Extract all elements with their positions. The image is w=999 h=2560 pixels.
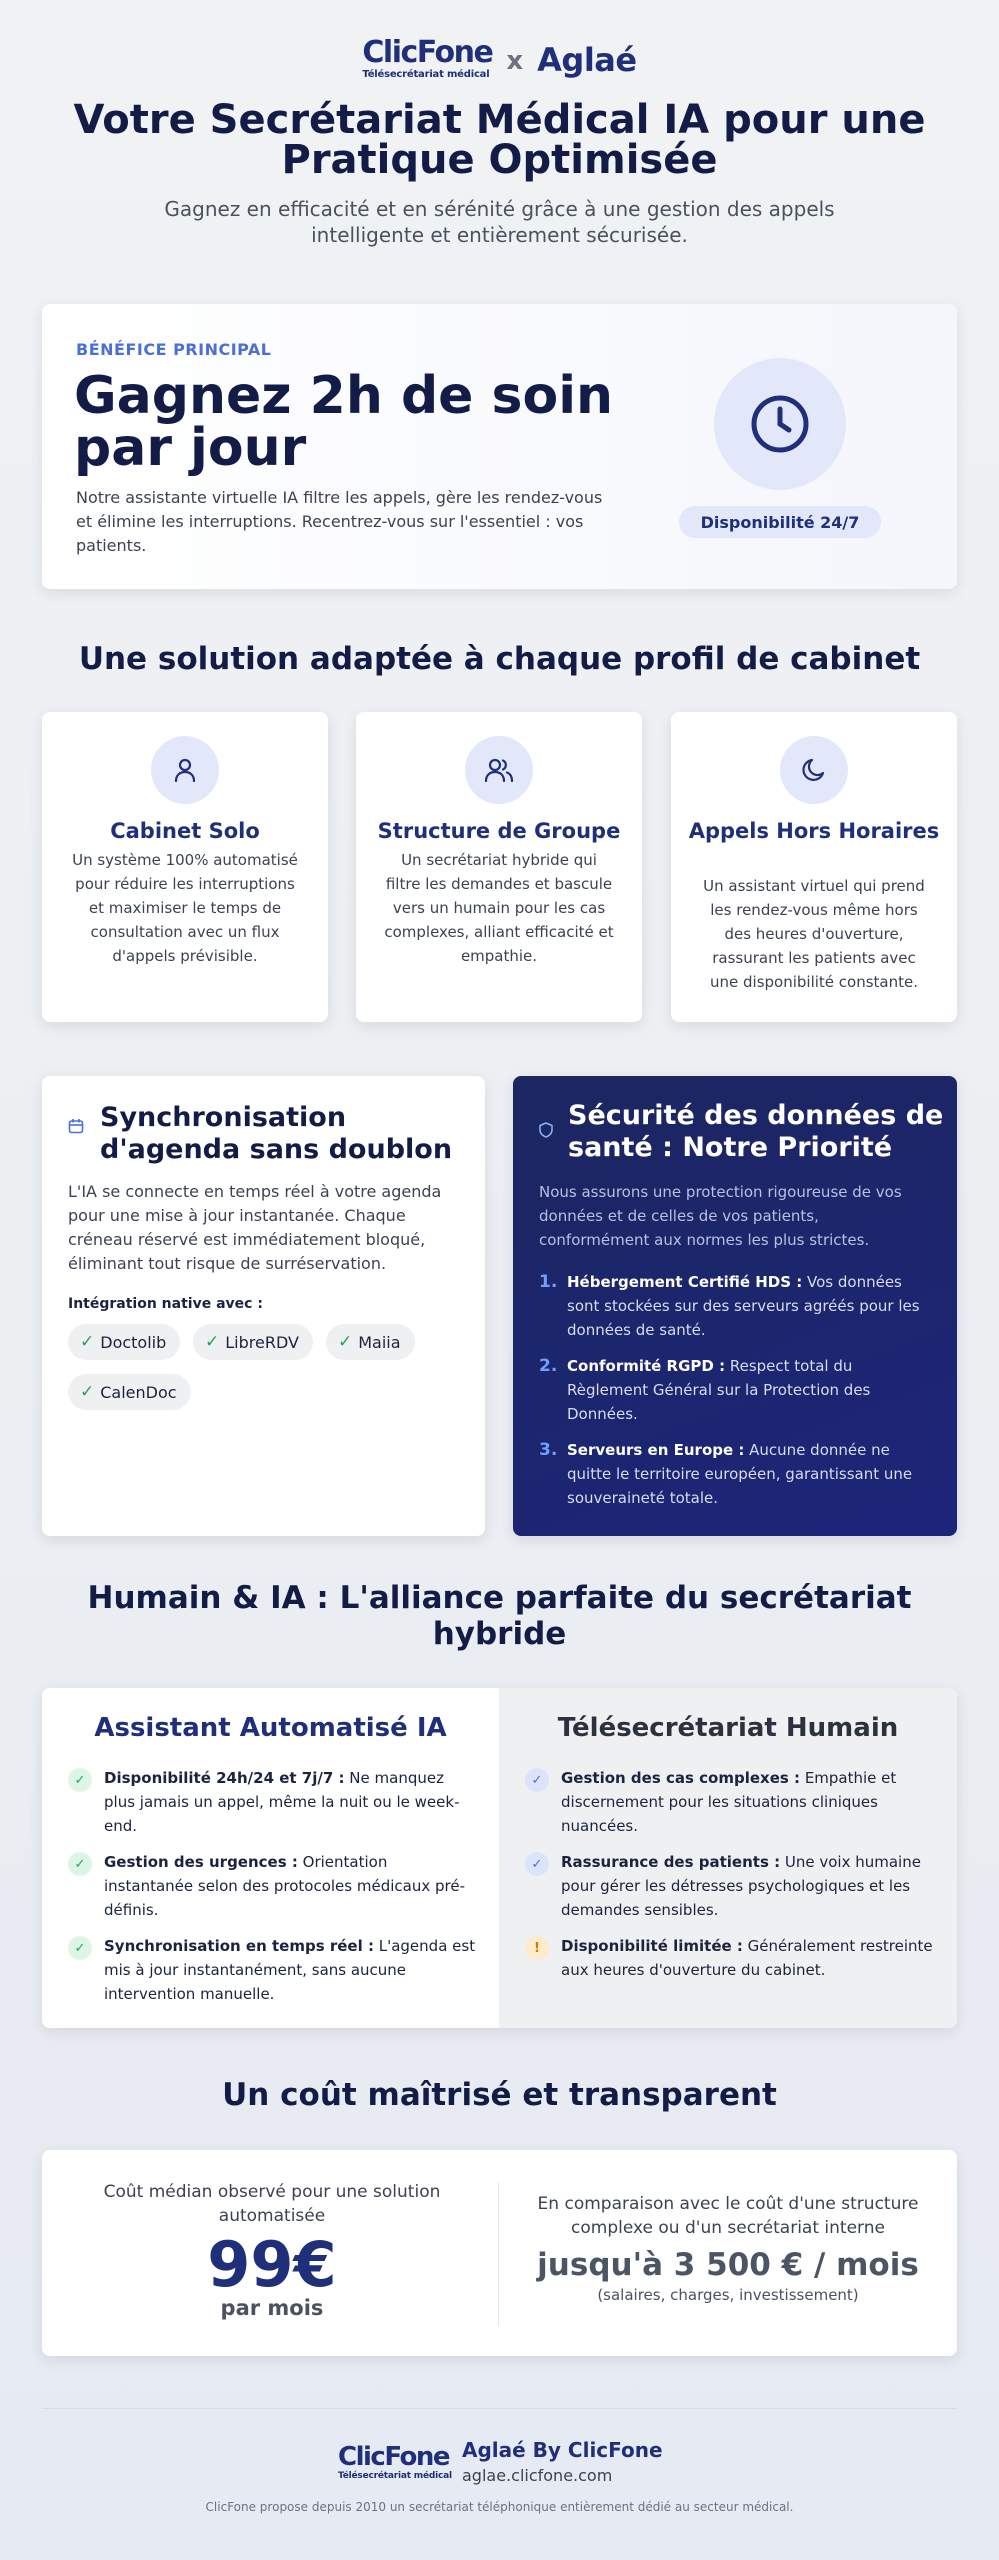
- hybrid-section-title: Humain & IA : L'alliance parfaite du secrétariat hybride: [87, 1580, 912, 1652]
- security-item-body: Respect total du Règlement Général sur la Protection des Données.: [567, 1357, 871, 1423]
- integration-label: Intégration native avec :: [68, 1296, 263, 1312]
- integration-tag-doctolib: [68, 1324, 180, 1360]
- check-icon: ✓: [80, 1382, 95, 1402]
- human-feature-item: [525, 1934, 935, 1982]
- check-icon: ✓: [338, 1332, 353, 1352]
- integration-tag-label: LibreRDV: [225, 1332, 299, 1352]
- ai-assistant-column: [42, 1688, 499, 2028]
- profile-title: Appels Hors Horaires: [688, 819, 940, 843]
- security-title: Sécurité des données de santé : Notre Priorité: [568, 1100, 944, 1163]
- integration-tag-calendoc: [68, 1374, 191, 1410]
- security-item-hds: [539, 1270, 939, 1342]
- automated-cost-caption: Coût médian observé pour une solution automatisée: [103, 2182, 441, 2226]
- brand-separator: x: [506, 46, 524, 76]
- users-icon: [465, 736, 533, 804]
- integration-tag-label: Maiia: [358, 1332, 401, 1352]
- feature-label: Rassurance des patients :: [561, 1853, 781, 1871]
- footer-note: ClicFone propose depuis 2010 un secrétariat téléphonique entièrement dédié au secteur médical.: [205, 2500, 794, 2514]
- comparison-cost-note: (salaires, charges, investissement): [597, 2286, 859, 2304]
- feature-body: Ne manquez plus jamais un appel, même la nuit ou le week-end.: [104, 1769, 460, 1835]
- cost-divider: [498, 2182, 499, 2326]
- comparison-cost-caption: En comparaison avec le coût d'une structure complexe ou d'un secrétariat interne: [537, 2194, 919, 2238]
- list-number: 2.: [539, 1356, 558, 1376]
- feature-body: Empathie et discernement pour les situations cliniques nuancées.: [561, 1769, 897, 1835]
- profile-title: Structure de Groupe: [377, 819, 621, 843]
- security-item-body: Aucune donnée ne quitte le territoire européen, garantissant une souveraineté totale.: [567, 1441, 913, 1507]
- check-icon: ✓: [525, 1852, 549, 1876]
- footer-divider: [42, 2408, 957, 2409]
- security-item-text: [567, 1354, 937, 1426]
- feature-label: Gestion des cas complexes :: [561, 1769, 801, 1787]
- feature-text: [104, 1766, 478, 1838]
- cost-card: [42, 2150, 957, 2356]
- footer-url-link[interactable]: aglae.clicfone.com: [462, 2466, 613, 2485]
- footer-clicfone-logo: [338, 2444, 452, 2481]
- feature-body: L'agenda est mis à jour instantanément, sans aucune intervention manuelle.: [104, 1937, 476, 2003]
- main-benefit-card: [42, 304, 957, 589]
- ai-column-title: Assistant Automatisé IA: [94, 1713, 447, 1743]
- comparison-cost-price: jusqu'à 3 500 € / mois: [537, 2247, 919, 2283]
- automated-cost-price: 99€: [207, 2228, 337, 2301]
- benefit-description: Notre assistante virtuelle IA filtre les appels, gère les rendez-vous et élimine les interruptions. Recentrez-vous sur l'essentiel : vos patients.: [76, 488, 603, 555]
- data-security-card: [513, 1076, 957, 1536]
- feature-text: [561, 1850, 935, 1922]
- benefit-eyebrow: BÉNÉFICE PRINCIPAL: [76, 340, 272, 359]
- feature-text: [104, 1934, 478, 2006]
- agenda-sync-card: [42, 1076, 485, 1536]
- profile-title: Cabinet Solo: [110, 819, 260, 843]
- sync-description: L'IA se connecte en temps réel à votre agenda pour une mise à jour instantanée. Chaque créneau réservé est immédiatement bloqué, éliminant tout risque de surréservation.: [68, 1182, 442, 1273]
- feature-text: [561, 1766, 935, 1838]
- warning-icon: !: [525, 1936, 549, 1960]
- feature-body: Orientation instantanée selon des protocoles médicaux pré-définis.: [104, 1853, 465, 1919]
- ai-feature-item: [68, 1850, 478, 1922]
- security-item-label: Hébergement Certifié HDS :: [567, 1273, 803, 1291]
- security-item-rgpd: [539, 1354, 939, 1426]
- security-item-label: Serveurs en Europe :: [567, 1441, 745, 1459]
- list-number: 1.: [539, 1272, 558, 1292]
- human-feature-item: [525, 1850, 935, 1922]
- shield-icon: [539, 1122, 553, 1142]
- profile-description: Un secrétariat hybride qui filtre les demandes et bascule vers un humain pour les cas complexes, alliant efficacité et empathie.: [384, 851, 614, 965]
- cost-section-title: Un coût maîtrisé et transparent: [222, 2077, 777, 2113]
- feature-label: Disponibilité 24h/24 et 7j/7 :: [104, 1769, 345, 1787]
- profile-card-group: [356, 712, 642, 1022]
- clicfone-tagline: Télésecrétariat médical: [362, 69, 490, 80]
- feature-label: Gestion des urgences :: [104, 1853, 298, 1871]
- security-item-label: Conformité RGPD :: [567, 1357, 726, 1375]
- integration-tag-librerdv: [193, 1324, 313, 1360]
- check-icon: ✓: [68, 1936, 92, 1960]
- profile-card-after-hours: [671, 712, 957, 1022]
- clicfone-wordmark: ClicFone: [362, 35, 493, 70]
- page-subtitle: Gagnez en efficacité et en sérénité grâce à une gestion des appels intelligente et entièrement sécurisée.: [164, 197, 835, 247]
- ai-feature-item: [68, 1766, 478, 1838]
- integration-tag-maiia: [326, 1324, 415, 1360]
- clicfone-tagline: Télésecrétariat médical: [338, 2471, 452, 2481]
- user-icon: [151, 736, 219, 804]
- human-column-title: Télésecrétariat Humain: [557, 1713, 899, 1743]
- security-item-body: Vos données sont stockées sur des serveurs agréés pour les données de santé.: [567, 1273, 920, 1339]
- check-icon: ✓: [205, 1332, 220, 1352]
- profile-description: Un système 100% automatisé pour réduire les interruptions et maximiser le temps de consultation avec un flux d'appels prévisible.: [72, 851, 298, 965]
- feature-label: Synchronisation en temps réel :: [104, 1937, 374, 1955]
- clock-icon: [714, 358, 846, 490]
- aglae-logo: Aglaé: [537, 41, 637, 79]
- clicfone-logo: [362, 35, 493, 80]
- human-feature-item: [525, 1766, 935, 1838]
- profiles-section-title: Une solution adaptée à chaque profil de cabinet: [78, 641, 921, 677]
- security-item-text: [567, 1270, 937, 1342]
- security-item-text: [567, 1438, 937, 1510]
- feature-text: [104, 1850, 478, 1922]
- clicfone-wordmark: ClicFone: [338, 2442, 450, 2472]
- automated-cost-unit: par mois: [220, 2296, 324, 2320]
- profile-card-solo: [42, 712, 328, 1022]
- ai-feature-item: [68, 1934, 478, 2006]
- brand-header: [0, 35, 999, 80]
- benefit-headline: Gagnez 2h de soin par jour: [74, 366, 614, 478]
- calendar-icon: [68, 1118, 84, 1138]
- list-number: 3.: [539, 1440, 558, 1460]
- check-icon: ✓: [68, 1852, 92, 1876]
- feature-label: Disponibilité limitée :: [561, 1937, 743, 1955]
- footer-brand: Aglaé By ClicFone: [462, 2438, 663, 2462]
- feature-body: Généralement restreinte aux heures d'ouverture du cabinet.: [561, 1937, 933, 1979]
- profile-description: Un assistant virtuel qui prend les rendez-vous même hors des heures d'ouverture, rassurant les patients avec une disponibilité constante.: [703, 877, 925, 991]
- check-icon: ✓: [80, 1332, 95, 1352]
- moon-icon: [780, 736, 848, 804]
- feature-text: [561, 1934, 935, 1982]
- integration-tag-label: CalenDoc: [100, 1382, 177, 1402]
- check-icon: ✓: [525, 1768, 549, 1792]
- sync-title: Synchronisation d'agenda sans doublon: [100, 1102, 453, 1165]
- hybrid-comparison-card: [42, 1688, 957, 2028]
- security-description: Nous assurons une protection rigoureuse de vos données et de celles de vos patients, conformément aux normes les plus strictes.: [539, 1183, 902, 1249]
- availability-badge: Disponibilité 24/7: [679, 506, 881, 538]
- check-icon: ✓: [68, 1768, 92, 1792]
- security-item-europe: [539, 1438, 939, 1510]
- human-secretariat-column: [499, 1688, 957, 2028]
- integration-tag-label: Doctolib: [100, 1332, 167, 1352]
- feature-body: Une voix humaine pour gérer les détresses psychologiques et les demandes sensibles.: [561, 1853, 921, 1919]
- page-title: Votre Secrétariat Médical IA pour une Pratique Optimisée: [73, 97, 926, 183]
